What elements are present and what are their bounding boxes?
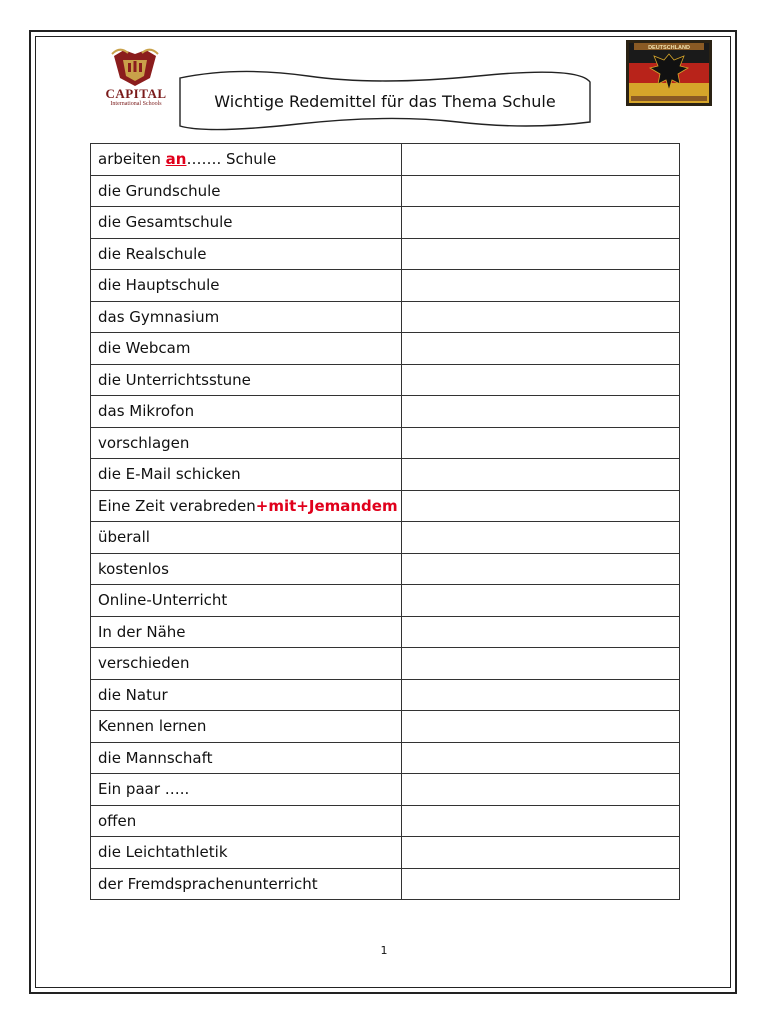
table-row — [91, 616, 680, 648]
table-row — [91, 648, 680, 680]
german-term-cell — [91, 490, 402, 522]
german-term-cell: die Webcam — [91, 333, 402, 365]
german-term-cell: die Hauptschule — [91, 270, 402, 302]
translation-cell[interactable] — [402, 459, 680, 491]
translation-cell[interactable] — [402, 522, 680, 554]
german-term-cell: das Gymnasium — [91, 301, 402, 333]
table-row — [91, 774, 680, 806]
table-row — [91, 522, 680, 554]
table-row — [91, 207, 680, 239]
german-term-cell: die E-Mail schicken — [91, 459, 402, 491]
school-logo-name: CAPITAL — [105, 86, 167, 101]
school-logo — [96, 48, 176, 108]
school-crest-icon — [110, 48, 160, 88]
table-row — [91, 238, 680, 270]
page-title: Wichtige Redemittel für das Thema Schule — [214, 92, 556, 111]
table-row — [91, 459, 680, 491]
flag-badge-label: DEUTSCHLAND — [648, 45, 690, 51]
highlighted-term: an — [165, 150, 187, 169]
german-term-cell: Kennen lernen — [91, 711, 402, 743]
table-row — [91, 868, 680, 900]
table-row — [91, 585, 680, 617]
translation-cell[interactable] — [402, 270, 680, 302]
page-number: 1 — [380, 944, 388, 957]
table-row — [91, 333, 680, 365]
term-text: arbeiten — [98, 150, 166, 169]
table-row — [91, 490, 680, 522]
table-row — [91, 364, 680, 396]
german-term-cell: Ein paar ….. — [91, 774, 402, 806]
german-term-cell: verschieden — [91, 648, 402, 680]
german-term-cell: In der Nähe — [91, 616, 402, 648]
translation-cell[interactable] — [402, 396, 680, 428]
translation-cell[interactable] — [402, 207, 680, 239]
german-term-cell: das Mikrofon — [91, 396, 402, 428]
german-term-cell: die Leichtathletik — [91, 837, 402, 869]
table-row — [91, 805, 680, 837]
translation-cell[interactable] — [402, 238, 680, 270]
translation-cell[interactable] — [402, 774, 680, 806]
translation-cell[interactable] — [402, 553, 680, 585]
translation-cell[interactable] — [402, 333, 680, 365]
table-row — [91, 270, 680, 302]
german-term-cell: überall — [91, 522, 402, 554]
german-term-cell — [91, 144, 402, 176]
translation-cell[interactable] — [402, 648, 680, 680]
translation-cell[interactable] — [402, 364, 680, 396]
translation-cell[interactable] — [402, 837, 680, 869]
german-term-cell: die Unterrichtsstune — [91, 364, 402, 396]
translation-cell[interactable] — [402, 144, 680, 176]
translation-cell[interactable] — [402, 805, 680, 837]
school-logo-subtitle: International Schools — [110, 101, 162, 107]
table-row — [91, 742, 680, 774]
table-row — [91, 553, 680, 585]
table-row — [91, 396, 680, 428]
german-term-cell: Online-Unterricht — [91, 585, 402, 617]
translation-cell[interactable] — [402, 301, 680, 333]
translation-cell[interactable] — [402, 585, 680, 617]
german-term-cell: offen — [91, 805, 402, 837]
german-term-cell: die Grundschule — [91, 175, 402, 207]
german-term-cell: der Fremdsprachenunterricht — [91, 868, 402, 900]
translation-cell[interactable] — [402, 616, 680, 648]
vocabulary-table — [90, 143, 680, 900]
term-text: ……. Schule — [186, 150, 277, 169]
term-text: Eine Zeit verabreden — [98, 496, 256, 515]
translation-cell[interactable] — [402, 490, 680, 522]
german-term-cell: die Realschule — [91, 238, 402, 270]
german-term-cell: die Gesamtschule — [91, 207, 402, 239]
table-row — [91, 837, 680, 869]
german-term-cell: vorschlagen — [91, 427, 402, 459]
translation-cell[interactable] — [402, 175, 680, 207]
german-term-cell: die Mannschaft — [91, 742, 402, 774]
translation-cell[interactable] — [402, 711, 680, 743]
table-row — [91, 301, 680, 333]
german-eagle-icon — [626, 40, 712, 106]
table-row — [91, 711, 680, 743]
table-row — [91, 144, 680, 176]
german-term-cell: die Natur — [91, 679, 402, 711]
table-row — [91, 679, 680, 711]
table-row — [91, 427, 680, 459]
highlighted-term: +mit+Jemandem — [255, 496, 398, 515]
translation-cell[interactable] — [402, 427, 680, 459]
translation-cell[interactable] — [402, 868, 680, 900]
german-term-cell: kostenlos — [91, 553, 402, 585]
translation-cell[interactable] — [402, 742, 680, 774]
translation-cell[interactable] — [402, 679, 680, 711]
table-row — [91, 175, 680, 207]
